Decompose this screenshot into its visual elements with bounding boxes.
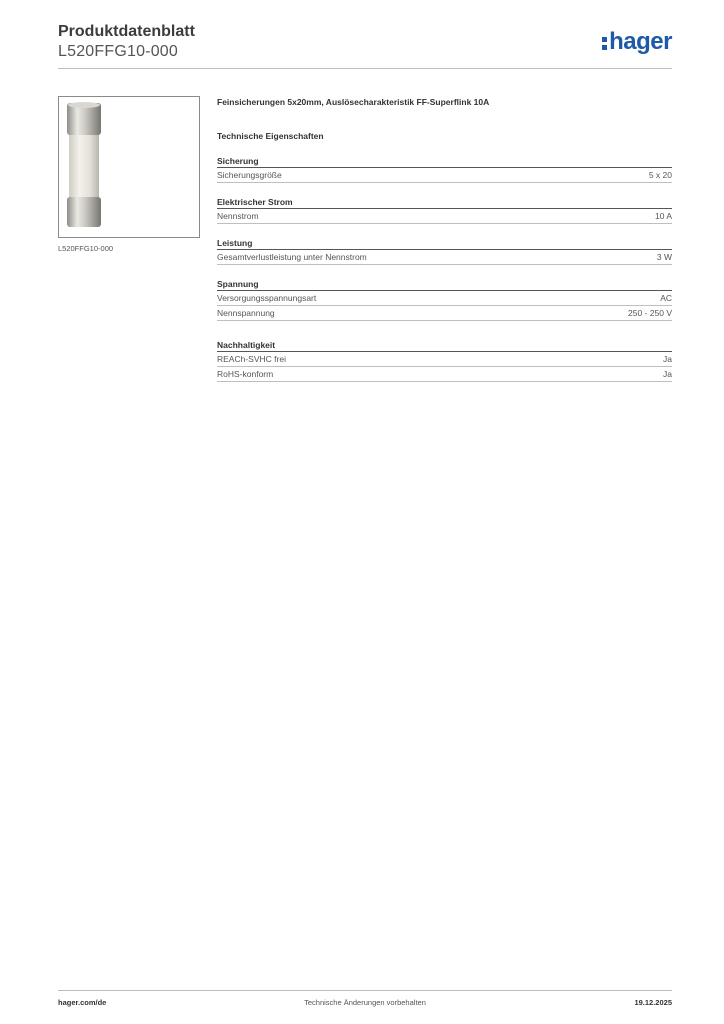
footer-divider [58, 990, 672, 991]
footer-website-link[interactable]: hager.com/de [58, 998, 107, 1007]
property-value: 250 - 250 V [628, 308, 672, 318]
fuse-cartridge-icon [59, 97, 199, 237]
group-title: Nachhaltigkeit [217, 340, 672, 352]
header-divider [58, 68, 672, 69]
data-sheet-content [217, 96, 672, 382]
property-label: RoHS-konform [217, 369, 274, 379]
section-heading: Technische Eigenschaften [217, 131, 324, 141]
property-label: REACh-SVHC frei [217, 354, 286, 364]
product-description: Feinsicherungen 5x20mm, Auslösecharakteristik FF-Superflink 10A [217, 97, 490, 107]
hager-logo [602, 28, 672, 56]
property-row [217, 291, 672, 306]
logo-text: hager [609, 28, 672, 55]
property-row [217, 352, 672, 367]
property-value: 3 W [656, 252, 672, 262]
property-label: Nennspannung [217, 308, 275, 318]
property-value: AC [660, 293, 672, 303]
property-value: 10 A [654, 211, 672, 221]
footer-notice: Technische Änderungen vorbehalten [304, 998, 426, 1007]
group-title: Spannung [217, 279, 672, 291]
page-title: Produktdatenblatt [58, 23, 195, 40]
group-title: Elektrischer Strom [217, 197, 672, 209]
property-value: Ja [663, 369, 672, 379]
logo-dots-icon [602, 34, 607, 51]
property-row [217, 306, 672, 321]
property-value: Ja [663, 354, 672, 364]
group-title: Sicherung [217, 156, 672, 168]
property-row [217, 367, 672, 382]
property-group-spannung [217, 279, 672, 321]
property-group-leistung [217, 238, 672, 265]
property-value: 5 x 20 [648, 170, 672, 180]
property-row [217, 209, 672, 224]
footer-date: 19.12.2025 [634, 998, 672, 1007]
property-group-elektrischer-strom [217, 197, 672, 224]
property-group-sicherung [217, 156, 672, 183]
property-row [217, 250, 672, 265]
image-caption: L520FFG10-000 [58, 244, 114, 253]
property-label: Nennstrom [217, 211, 259, 221]
product-number: L520FFG10-000 [58, 43, 179, 60]
property-label: Sicherungsgröße [217, 170, 282, 180]
group-title: Leistung [217, 238, 672, 250]
page-header [58, 22, 672, 61]
property-row [217, 168, 672, 183]
property-label: Versorgungsspannungsart [217, 293, 317, 303]
property-group-nachhaltigkeit [217, 340, 672, 382]
product-image [58, 96, 200, 238]
property-label: Gesamtverlustleistung unter Nennstrom [217, 252, 367, 262]
